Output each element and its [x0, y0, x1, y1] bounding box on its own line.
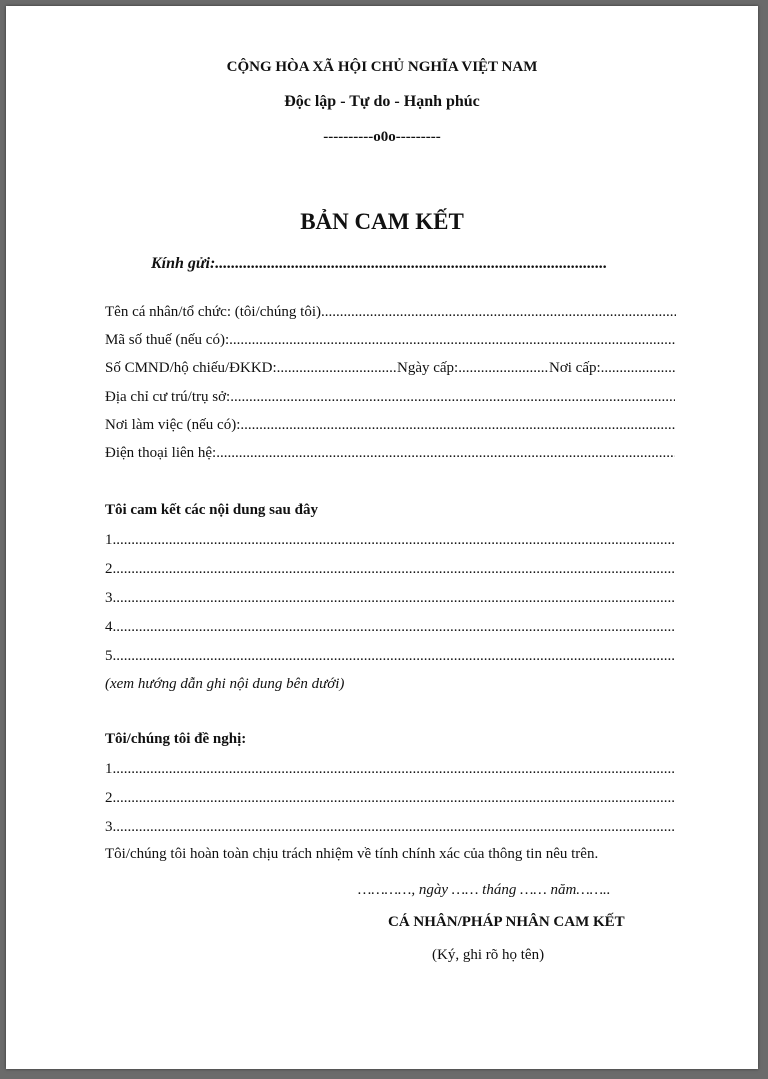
tax-code-blank[interactable] — [229, 331, 676, 349]
responsibility-statement: Tôi/chúng tôi hoàn toàn chịu trách nhiệm về tính chính xác của thông tin nêu trên. — [105, 846, 599, 862]
phone-blank[interactable] — [216, 444, 675, 462]
workplace-label: Nơi làm việc (nếu có): — [105, 417, 241, 433]
document-title: BẢN CAM KẾT — [300, 209, 464, 234]
commitment-blank[interactable] — [116, 531, 676, 549]
commitment-blank[interactable] — [116, 560, 676, 578]
id-field — [105, 359, 676, 377]
id-label: Số CMND/hộ chiếu/ĐKKD: — [105, 360, 277, 376]
issue-date-label: Ngày cấp: — [397, 360, 459, 376]
signature-title: CÁ NHÂN/PHÁP NHÂN CAM KẾT — [388, 914, 625, 930]
address-blank[interactable] — [230, 388, 675, 406]
name-blank[interactable] — [321, 303, 676, 321]
commitment-blank[interactable] — [116, 618, 676, 636]
address-label: Địa chỉ cư trú/trụ sở: — [105, 389, 231, 405]
commitment-item — [105, 531, 676, 549]
commitment-item — [105, 618, 676, 636]
commitment-blank[interactable] — [116, 589, 676, 607]
commitment-item — [105, 647, 676, 665]
commitment-number: 1. — [105, 532, 117, 548]
issue-place-label: Nơi cấp: — [549, 360, 601, 376]
motto: Độc lập - Tự do - Hạnh phúc — [284, 93, 480, 110]
id-blank[interactable] — [277, 359, 397, 377]
proposal-blank[interactable] — [116, 818, 676, 836]
proposal-number: 1. — [105, 761, 117, 777]
commitment-item — [105, 560, 676, 578]
tax-code-field — [105, 331, 676, 349]
recipient-blank[interactable] — [215, 254, 607, 274]
proposal-blank[interactable] — [116, 789, 676, 807]
commitment-item — [105, 589, 676, 607]
address-field — [105, 388, 675, 406]
commitments-heading: Tôi cam kết các nội dung sau đây — [105, 502, 318, 518]
commitment-number: 4. — [105, 619, 117, 635]
proposal-number: 2. — [105, 790, 117, 806]
proposal-blank[interactable] — [116, 760, 676, 778]
issue-date-blank[interactable] — [458, 359, 549, 377]
tax-code-label: Mã số thuế (nếu có): — [105, 332, 230, 348]
proposal-item — [105, 789, 676, 807]
country-header: CỘNG HÒA XÃ HỘI CHỦ NGHĨA VIỆT NAM — [226, 59, 538, 75]
commitment-blank[interactable] — [116, 647, 676, 665]
recipient-line — [151, 254, 607, 274]
commitment-number: 3. — [105, 590, 117, 606]
workplace-blank[interactable] — [240, 416, 676, 434]
workplace-field — [105, 416, 676, 434]
header-divider: ----------o0o--------- — [323, 129, 441, 145]
proposal-item — [105, 818, 676, 836]
proposal-item — [105, 760, 676, 778]
recipient-label: Kính gửi: — [151, 255, 216, 272]
proposals-heading: Tôi/chúng tôi đề nghị: — [105, 731, 247, 747]
commitment-number: 2. — [105, 561, 117, 577]
signature-date-line: …………, ngày …… tháng …… năm…….. — [358, 882, 611, 898]
document-page — [6, 6, 758, 1069]
name-label: Tên cá nhân/tổ chức: (tôi/chúng tôi) — [105, 304, 321, 320]
commitment-number: 5. — [105, 648, 117, 664]
proposal-number: 3. — [105, 819, 117, 835]
signature-note: (Ký, ghi rõ họ tên) — [432, 947, 545, 963]
issue-place-blank[interactable] — [601, 359, 676, 377]
phone-label: Điện thoại liên hệ: — [105, 445, 217, 461]
commitments-note: (xem hướng dẫn ghi nội dung bên dưới) — [105, 676, 345, 692]
phone-field — [105, 444, 675, 462]
name-field — [105, 303, 676, 321]
